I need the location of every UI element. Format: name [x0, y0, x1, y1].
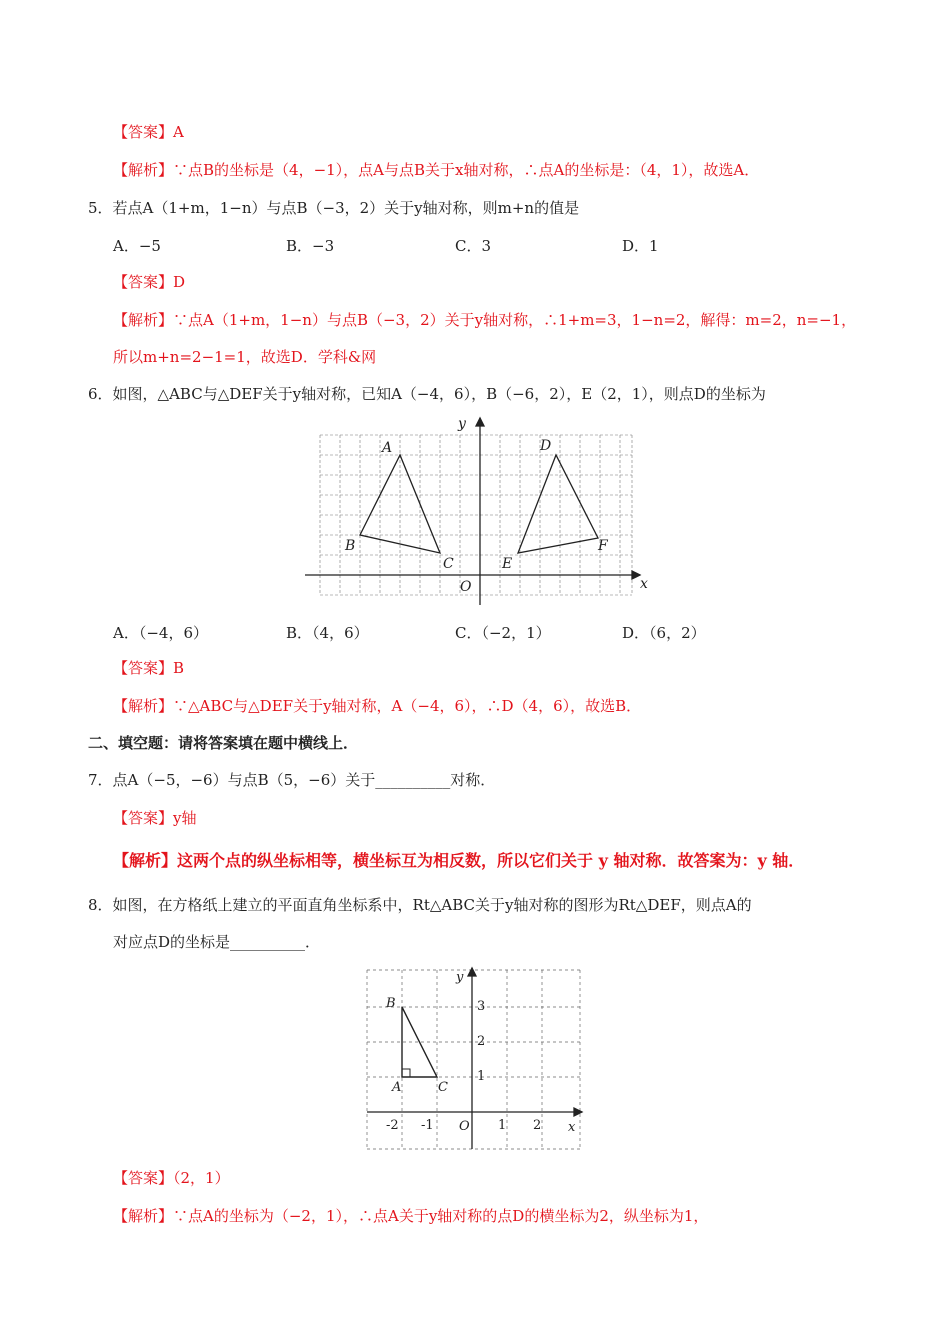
- q5-option-c: C．3: [455, 237, 492, 255]
- q6-grid: [320, 435, 632, 595]
- q8-y-tick-2: 2: [477, 1034, 486, 1049]
- q6-triangle-abc: [360, 455, 440, 553]
- q6-triangle-def: [518, 455, 598, 553]
- q6-label-d: D: [540, 438, 552, 454]
- q6-label-b: B: [345, 538, 356, 554]
- q6-label-e: E: [502, 556, 513, 572]
- q4-answer: 【答案】A: [113, 123, 184, 141]
- q5-analysis-line1: 【解析】∵点A（1+m，1−n）与点B（−3，2）关于y轴对称，∴1+m=3，1−n=2，解得：m=2，n=−1，: [113, 311, 857, 329]
- q7-analysis: 【解析】这两个点的纵坐标相等，横坐标互为相反数，所以它们关于 y 轴对称．故答案为：y 轴．: [113, 851, 805, 870]
- q6-answer: 【答案】B: [113, 659, 185, 677]
- q6-label-c: C: [443, 556, 454, 572]
- q8-grid: [367, 970, 580, 1149]
- q8-figure: [360, 965, 590, 1155]
- q5-stem: 5．若点A（1+m，1−n）与点B（−3，2）关于y轴对称，则m+n的值是: [88, 199, 580, 217]
- q6-label-a: A: [382, 440, 393, 456]
- q8-x-tick-2: 2: [533, 1118, 542, 1133]
- q8-label-c: C: [438, 1080, 448, 1095]
- q8-x-label: x: [568, 1120, 576, 1135]
- q5-analysis-line2: 所以m+n=2−1=1，故选D．学科&网: [113, 348, 377, 366]
- q8-x-tick-neg1: -1: [421, 1118, 434, 1133]
- q6-option-b: B．（4，6）: [286, 624, 369, 642]
- q8-triangle-abc: [402, 1007, 437, 1077]
- q8-x-tick-neg2: -2: [386, 1118, 399, 1133]
- q7-stem: 7．点A（−5，−6）与点B（5，−6）关于__________对称．: [88, 771, 496, 789]
- q8-stem-line1: 8．如图，在方格纸上建立的平面直角坐标系中，Rt△ABC关于y轴对称的图形为Rt△DEF，则点A的: [88, 896, 752, 914]
- section2-title: 二、填空题：请将答案填在题中横线上．: [88, 734, 359, 752]
- q6-label-f: F: [598, 538, 608, 554]
- q5-answer: 【答案】D: [113, 273, 186, 291]
- q6-analysis: 【解析】∵△ABC与△DEF关于y轴对称，A（−4，6），∴D（4，6），故选B．: [113, 697, 642, 715]
- q8-right-angle-mark: [402, 1069, 410, 1077]
- q6-figure: [300, 410, 650, 610]
- q6-option-a: A．（−4，6）: [113, 624, 208, 642]
- q5-option-d: D．1: [622, 237, 659, 255]
- q7-answer: 【答案】y轴: [113, 809, 197, 827]
- q8-y-label: y: [456, 970, 464, 985]
- q5-option-b: B．−3: [286, 237, 335, 255]
- q5-option-a: A．−5: [113, 237, 161, 255]
- q6-stem: 6．如图，△ABC与△DEF关于y轴对称，已知A（−4，6），B（−6，2），E（2，1），则点D的坐标为: [88, 385, 766, 403]
- q4-analysis: 【解析】∵点B的坐标是（4，−1），点A与点B关于x轴对称，∴点A的坐标是：（4，1），故选A．: [113, 161, 760, 179]
- q8-stem-line2: 对应点D的坐标是__________．: [113, 933, 321, 951]
- q8-analysis: 【解析】∵点A的坐标为（−2，1），∴点A关于y轴对称的点D的横坐标为2，纵坐标为1，: [113, 1207, 709, 1225]
- q8-label-a: A: [392, 1080, 402, 1095]
- q8-y-tick-3: 3: [477, 999, 486, 1014]
- q6-origin-label: O: [460, 579, 472, 595]
- q6-x-label: x: [640, 576, 648, 592]
- q8-origin-label: O: [459, 1119, 470, 1134]
- q8-answer: 【答案】（2，1）: [113, 1169, 230, 1187]
- q6-option-c: C．（−2，1）: [455, 624, 551, 642]
- q8-y-tick-1: 1: [477, 1069, 486, 1084]
- q8-x-tick-1: 1: [498, 1118, 507, 1133]
- q8-label-b: B: [386, 996, 396, 1011]
- q6-option-d: D．（6，2）: [622, 624, 706, 642]
- q6-y-label: y: [458, 416, 466, 432]
